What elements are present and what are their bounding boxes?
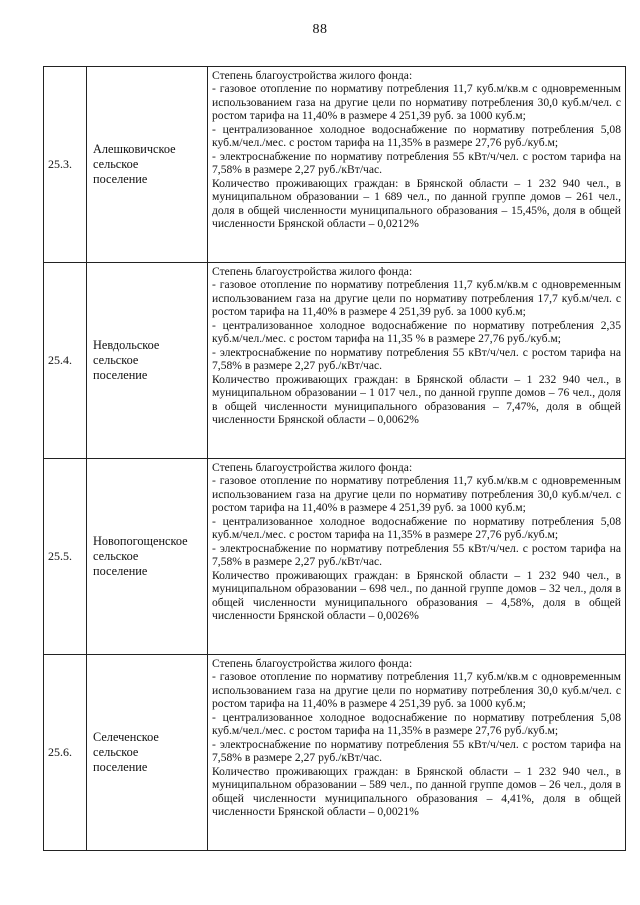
settlement-name	[87, 459, 208, 655]
description-heading: Степень благоустройства жилого фонда:	[212, 461, 413, 474]
description-heading: Степень благоустройства жилого фонда:	[212, 265, 413, 278]
gas-heating-text: - газовое отопление по нормативу потребления 11,7 куб.м/кв.м с одновременным использованием газа на другие цели по нормативу потребления 30,0 куб.м/чел. с ростом тарифа на 11,40% в размере 4 251,39 руб. за 1000 куб.м;	[212, 474, 621, 515]
settlement-name-line: поселение	[93, 564, 148, 578]
row-number: 25.6.	[44, 655, 87, 851]
settlement-name-line: поселение	[93, 368, 148, 382]
settlement-name	[87, 263, 208, 459]
row-number: 25.5.	[44, 459, 87, 655]
electricity-text: - электроснабжение по нормативу потребления 55 кВт/ч/чел. с ростом тарифа на 7,58% в размере 2,27 руб./кВт/час.	[212, 541, 621, 569]
settlement-name-line: Невдольское	[93, 338, 160, 352]
settlement-name-line: сельское	[93, 157, 139, 171]
description-heading: Степень благоустройства жилого фонда:	[212, 69, 413, 82]
settlement-name-line: поселение	[93, 172, 148, 186]
settlement-description	[208, 67, 626, 263]
population-text: Количество проживающих граждан: в Брянской области – 1 232 940 чел., в муниципальном образовании – 1 689 чел., по данной группе домов – 261 чел., доля в общей численности муниципального образования – 15,45%, доля в общей численности Брянской области – 0,0212%	[212, 176, 621, 230]
population-text: Количество проживающих граждан: в Брянской области – 1 232 940 чел., в муниципальном образовании – 589 чел., по данной группе домов – 26 чел., доля в общей численности муниципального образования – 4,41%, доля в общей численности Брянской области – 0,0021%	[212, 764, 621, 818]
settlement-name	[87, 67, 208, 263]
electricity-text: - электроснабжение по нормативу потребления 55 кВт/ч/чел. с ростом тарифа на 7,58% в размере 2,27 руб./кВт/час.	[212, 149, 621, 177]
water-supply-text: - централизованное холодное водоснабжение по нормативу потребления 5,08 куб.м/чел./мес. с ростом тарифа на 11,35% в размере 27,76 руб./куб.м;	[212, 122, 621, 150]
gas-heating-text: - газовое отопление по нормативу потребления 11,7 куб.м/кв.м с одновременным использованием газа на другие цели по нормативу потребления 30,0 куб.м/чел. с ростом тарифа на 11,40% в размере 4 251,39 руб. за 1000 куб.м;	[212, 82, 621, 123]
settlement-name-line: Новопогощенское	[93, 534, 188, 548]
electricity-text: - электроснабжение по нормативу потребления 55 кВт/ч/чел. с ростом тарифа на 7,58% в размере 2,27 руб./кВт/час.	[212, 737, 621, 765]
settlement-name-line: Селеченское	[93, 730, 159, 744]
population-text: Количество проживающих граждан: в Брянской области – 1 232 940 чел., в муниципальном образовании – 1 017 чел., по данной группе домов – 76 чел., доля в общей численности муниципального образования – 7,47%, доля в общей численности Брянской области – 0,0062%	[212, 372, 621, 426]
gas-heating-text: - газовое отопление по нормативу потребления 11,7 куб.м/кв.м с одновременным использованием газа на другие цели по нормативу потребления 30,0 куб.м/чел. с ростом тарифа на 11,40% в размере 4 251,39 руб. за 1000 куб.м;	[212, 670, 621, 711]
settlement-name-line: сельское	[93, 353, 139, 367]
row-number: 25.3.	[44, 67, 87, 263]
page-number: 88	[312, 22, 328, 37]
settlement-description	[208, 459, 626, 655]
water-supply-text: - централизованное холодное водоснабжение по нормативу потребления 5,08 куб.м/чел./мес. с ростом тарифа на 11,35% в размере 27,76 руб./куб.м;	[212, 514, 621, 542]
settlement-name-line: Алешковичское	[93, 142, 176, 156]
table-row	[44, 655, 626, 851]
water-supply-text: - централизованное холодное водоснабжение по нормативу потребления 2,35 куб.м/чел./мес. с ростом тарифа на 11,35 % в размере 27,76 руб./куб.м;	[212, 318, 621, 346]
table-row	[44, 263, 626, 459]
settlement-name	[87, 655, 208, 851]
electricity-text: - электроснабжение по нормативу потребления 55 кВт/ч/чел. с ростом тарифа на 7,58% в размере 2,27 руб./кВт/час.	[212, 345, 621, 373]
row-number: 25.4.	[44, 263, 87, 459]
gas-heating-text: - газовое отопление по нормативу потребления 11,7 куб.м/кв.м с одновременным использованием газа на другие цели по нормативу потребления 17,7 куб.м/чел. с ростом тарифа на 11,40% в размере 4 251,39 руб. за 1000 куб.м;	[212, 278, 621, 319]
description-heading: Степень благоустройства жилого фонда:	[212, 657, 413, 670]
table-row	[44, 67, 626, 263]
settlement-description	[208, 263, 626, 459]
settlement-name-line: сельское	[93, 745, 139, 759]
settlement-description	[208, 655, 626, 851]
settlement-table	[43, 66, 626, 851]
settlement-name-line: сельское	[93, 549, 139, 563]
water-supply-text: - централизованное холодное водоснабжение по нормативу потребления 5,08 куб.м/чел./мес. с ростом тарифа на 11,35% в размере 27,76 руб./куб.м;	[212, 710, 621, 738]
settlement-name-line: поселение	[93, 760, 148, 774]
population-text: Количество проживающих граждан: в Брянской области – 1 232 940 чел., в муниципальном образовании – 698 чел., по данной группе домов – 32 чел., доля в общей численности муниципального образования – 4,58%, доля в общей численности Брянской области – 0,0026%	[212, 568, 621, 622]
table-row	[44, 459, 626, 655]
